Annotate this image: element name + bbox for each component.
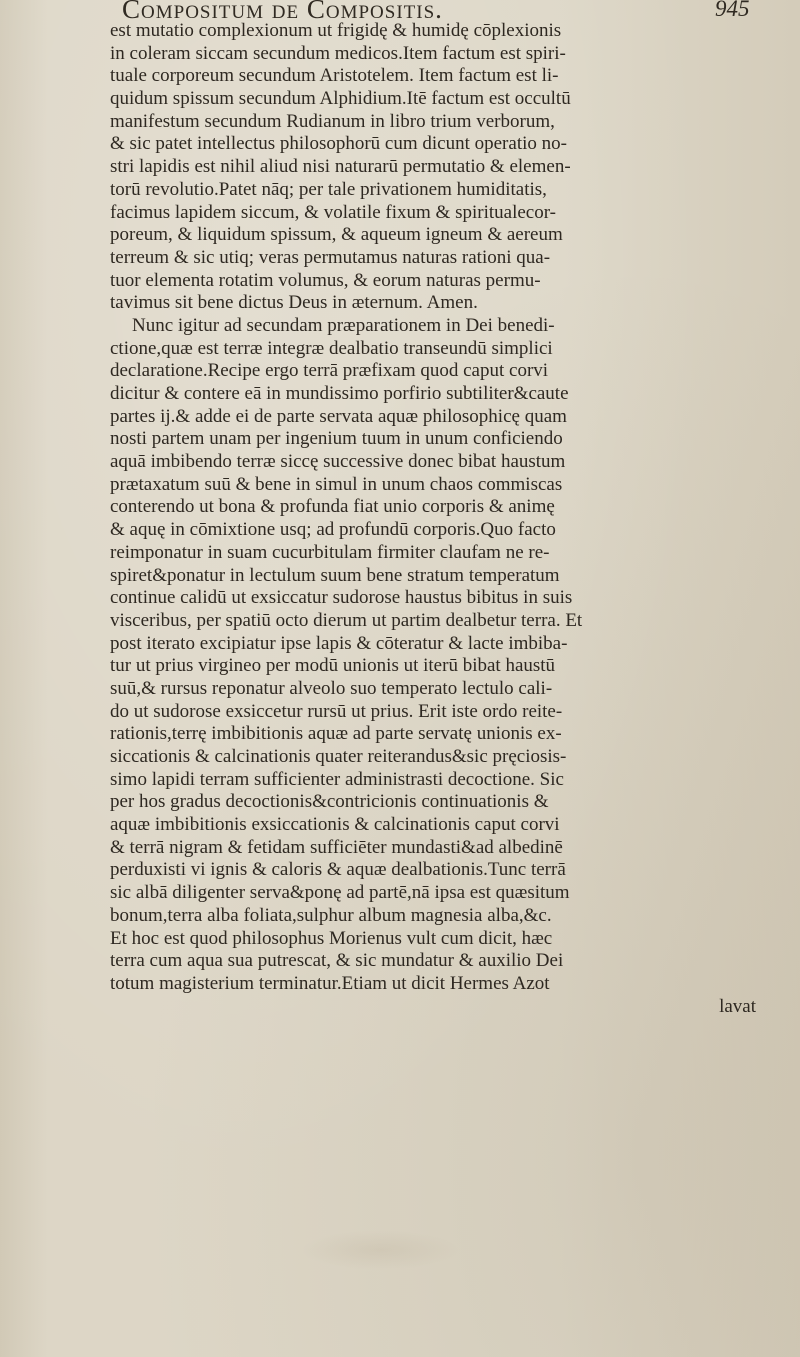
text-line: aquā imbibendo terræ siccę successive donec bibat haustum: [110, 451, 566, 473]
text-line: manifestum secundum Rudianum in libro trium verborum,: [110, 110, 555, 132]
text-line: declaratione.Recipe ergo terrā præfixam quod caput corvi: [110, 360, 549, 382]
text-line: ctione,quæ est terræ integræ dealbatio transeundū simplici: [110, 337, 553, 359]
page-number: 945: [715, 0, 750, 21]
text-line: perduxisti vi ignis & caloris & aquæ dealbationis.Tunc terrā: [110, 859, 566, 881]
text-line: est mutatio complexionum ut frigidę & humidę cōplexionis: [110, 20, 562, 41]
text-line: continue calidū ut exsiccatur sudorose haustus bibitus in suis: [110, 587, 573, 609]
text-line: post iterato excipiatur ipse lapis & cōteratur & lacte imbiba-: [110, 632, 568, 654]
paper-smudge: [300, 1230, 460, 1270]
text-line: spiret&ponatur in lectulum suum bene stratum temperatum: [110, 564, 560, 586]
paragraph-start-line: Nunc igitur ad secundam præparationem in Dei benedi-: [132, 314, 555, 336]
text-line: & sic patet intellectus philosophorū cum dicunt operatio no-: [110, 133, 567, 155]
text-line: nosti partem unam per ingenium tuum in unum conficiendo: [110, 428, 563, 450]
text-line: partes ij.& adde ei de parte servata aquæ philosophicę quam: [110, 405, 567, 427]
text-line: terreum & sic utiq; veras permutamus naturas rationi qua-: [110, 246, 551, 268]
text-line: stri lapidis est nihil aliud nisi naturarū permutatio & elemen-: [110, 156, 571, 178]
text-line: visceribus, per spatiū octo dierum ut partim dealbetur terra. Et: [110, 609, 583, 631]
text-line: totum magisterium terminatur.Etiam ut dicit Hermes Azot: [110, 972, 550, 994]
text-line: reimponatur in suam cucurbitulam firmiter claufam ne re-: [110, 541, 550, 563]
running-head: [0, 0, 800, 22]
text-line: & aquę in cōmixtione usq; ad profundū corporis.Quo facto: [110, 519, 556, 541]
text-line: per hos gradus decoctionis&contricionis continuationis &: [110, 791, 549, 813]
text-line: & terrā nigram & fetidam sufficiēter mundasti&ad albedinē: [110, 836, 563, 858]
text-line: tur ut prius virgineo per modū unionis ut iterū bibat haustū: [110, 655, 556, 677]
text-line: torū revolutio.Patet nāq; per tale privationem humiditatis,: [110, 178, 547, 200]
catchword: lavat: [719, 995, 756, 1017]
text-line: siccationis & calcinationis quater reiterandus&sic pręciosis-: [110, 746, 567, 767]
text-line: dicitur & contere eā in mundissimo porfirio subtiliter&caute: [110, 383, 569, 404]
text-line: tavimus sit bene dictus Deus in æternum. Amen.: [110, 292, 478, 314]
body-text: [110, 20, 790, 1018]
text-line: tuor elementa rotatim volumus, & eorum naturas permu-: [110, 269, 541, 291]
text-line: sic albā diligenter serva&ponę ad partē,nā ipsa est quæsitum: [110, 882, 570, 904]
running-title: Compositum de Compositis.: [122, 0, 443, 24]
text-line: conterendo ut bona & profunda fiat unio corporis & animę: [110, 496, 555, 518]
text-line: Et hoc est quod philosophus Morienus vult cum dicit, hæc: [110, 927, 553, 949]
text-line: simo lapidi terram sufficienter administrasti decoctione. Sic: [110, 768, 564, 790]
text-line: suū,& rursus reponatur alveolo suo temperato lectulo cali-: [110, 677, 553, 699]
text-line: do ut sudorose exsiccetur rursū ut prius. Erit iste ordo reite-: [110, 700, 563, 722]
text-line: poreum, & liquidum spissum, & aqueum igneum & aereum: [110, 224, 563, 246]
text-line: prætaxatum suū & bene in simul in unum chaos commiscas: [110, 473, 563, 495]
text-line: bonum,terra alba foliata,sulphur album magnesia alba,&c.: [110, 904, 552, 926]
text-line: facimus lapidem siccum, & volatile fixum & spiritualecor-: [110, 201, 556, 223]
text-line: aquæ imbibitionis exsiccationis & calcinationis caput corvi: [110, 814, 560, 836]
text-line: tuale corporeum secundum Aristotelem. Item factum est li-: [110, 65, 559, 87]
text-line: quidum spissum secundum Alphidium.Itē factum est occultū: [110, 88, 571, 110]
text-line: terra cum aqua sua putrescat, & sic mundatur & auxilio Dei: [110, 950, 564, 972]
text-line: in coleram siccam secundum medicos.Item factum est spiri-: [110, 42, 566, 64]
text-line: rationis,terrę imbibitionis aquæ ad parte servatę unionis ex-: [110, 723, 562, 745]
